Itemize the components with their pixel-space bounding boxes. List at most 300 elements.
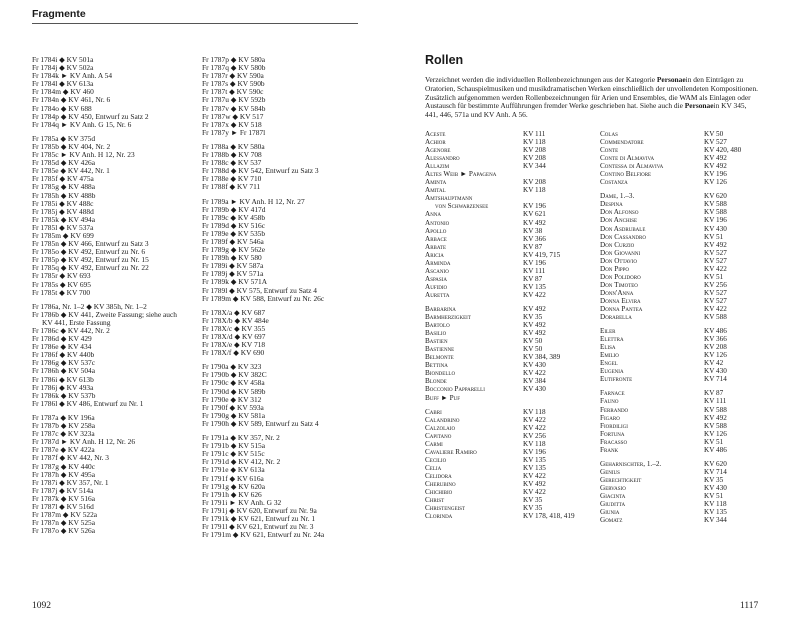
role-entry xyxy=(425,361,595,369)
role-entry xyxy=(600,192,770,200)
role-reference: KV 430 xyxy=(704,483,727,492)
fragment-entry: Fr 1784k ► KV Anh. A 54 xyxy=(32,71,113,81)
role-reference: KV 118 xyxy=(523,439,546,448)
role-entry xyxy=(425,219,595,227)
role-name: Contino Belfiore xyxy=(600,170,652,179)
fragment-entry: Fr 1784o ◆ KV 688 xyxy=(32,103,92,113)
fragment-entry: Fr 178X/b ◆ KV 484e xyxy=(202,315,269,325)
fragment-entry: Fr 1787l ◆ KV 516d xyxy=(32,501,94,511)
role-name: Aspasia xyxy=(425,274,447,283)
role-entry xyxy=(600,281,770,289)
role-reference: KV 527 xyxy=(704,256,727,265)
role-reference: KV 486 xyxy=(704,327,727,336)
role-reference: KV 714 xyxy=(704,467,727,476)
role-entry xyxy=(425,488,595,496)
role-entry xyxy=(425,210,595,218)
role-entry xyxy=(425,440,595,448)
role-entry xyxy=(600,508,770,516)
role-entry xyxy=(600,162,770,170)
role-reference: KV 135 xyxy=(523,455,546,464)
role-reference: KV 422 xyxy=(523,369,546,378)
fragment-entry: Fr 1791b ◆ KV 515a xyxy=(202,441,266,451)
role-name: Aminta xyxy=(425,178,447,187)
role-reference: KV 527 xyxy=(704,248,727,257)
role-name: Donn'Anna xyxy=(600,288,634,297)
role-entry xyxy=(425,394,595,402)
fragment-entry: Fr 1785g ◆ KV 488a xyxy=(32,182,96,192)
role-reference: KV 486 xyxy=(704,445,727,454)
role-name: Cherubino xyxy=(425,479,456,488)
role-name: Emilio xyxy=(600,351,619,360)
role-reference: KV 384, 389 xyxy=(523,353,561,362)
role-name: Amital xyxy=(425,186,446,195)
fragment-entry: Fr 1788f ◆ KV 711 xyxy=(202,182,261,192)
fragment-entry: Fr 1789i ◆ KV 587a xyxy=(202,261,264,271)
fragment-entry: Fr 1785m ◆ KV 699 xyxy=(32,230,94,240)
role-name: Fiordiligi xyxy=(600,421,628,430)
role-entry xyxy=(425,496,595,504)
fragment-entry: Fr 178X/c ◆ KV 355 xyxy=(202,323,266,333)
role-name: Genius xyxy=(600,467,620,476)
role-name: Gomatz xyxy=(600,516,623,525)
role-entry xyxy=(425,138,595,146)
page-number-right: 1117 xyxy=(740,601,759,611)
fragment-entry: Fr 178X/e ◆ KV 718 xyxy=(202,340,266,350)
fragment-entry: Fr 178X/d ◆ KV 697 xyxy=(202,332,266,341)
fragment-entry: Fr 1785n ◆ KV 466, Entwurf zu Satz 3 xyxy=(32,239,149,249)
role-name: Ascanio xyxy=(425,266,449,275)
role-entry xyxy=(425,305,595,313)
role-name: Blonde xyxy=(425,377,447,386)
fragment-entry: Fr 1786e ◆ KV 434 xyxy=(32,342,92,352)
role-name: Dame, 1.–3. xyxy=(600,192,635,201)
role-entry xyxy=(600,476,770,484)
fragment-entry: Fr 1786l ◆ KV 486, Entwurf zu Nr. 1 xyxy=(32,398,144,408)
fragment-entry: Fr 1787h ◆ KV 495a xyxy=(32,469,96,479)
role-reference: KV 87 xyxy=(523,242,543,251)
fragment-entry: Fr 1791c ◆ KV 515c xyxy=(202,449,265,459)
role-name: Don Ottavio xyxy=(600,256,637,265)
role-reference: KV 87 xyxy=(523,274,543,283)
fragment-entry: Fr 1790h ◆ KV 589, Entwurf zu Satz 4 xyxy=(202,418,319,428)
role-name: Arbace xyxy=(425,234,447,243)
role-entry xyxy=(425,267,595,275)
fragment-entry: Fr 1791d ◆ KV 412, Nr. 2 xyxy=(202,457,281,467)
fragment-entry: Fr 1789m ◆ KV 588, Entwurf zu Nr. 26c xyxy=(202,293,325,303)
fragment-entry: Fr 1785j ◆ KV 488d xyxy=(32,206,94,216)
role-name: Buff ► Puf xyxy=(425,393,461,402)
role-entry xyxy=(600,500,770,508)
role-name: Farnace xyxy=(600,389,625,398)
role-reference: KV 51 xyxy=(704,437,724,446)
fragment-entry: Fr 1787n ◆ KV 525a xyxy=(32,518,96,528)
role-reference: KV 422 xyxy=(523,488,546,497)
right-page xyxy=(395,0,790,627)
role-reference: KV 111 xyxy=(523,130,546,138)
role-entry xyxy=(600,343,770,351)
fragment-entry: Fr 1785t ◆ KV 700 xyxy=(32,287,91,297)
fragment-entry: Fr 1784m ◆ KV 460 xyxy=(32,87,94,97)
role-entry xyxy=(425,456,595,464)
role-reference: KV 422 xyxy=(523,415,546,424)
fragment-entry: Fr 1789k ◆ KV 571A xyxy=(202,277,268,287)
fragment-entry: KV 441, Erste Fassung xyxy=(42,317,111,327)
role-name: Giuditta xyxy=(600,500,626,509)
role-entry xyxy=(425,162,595,170)
fragment-entry: Fr 1786b ◆ KV 441, Zweite Fassung; siehe auch xyxy=(32,309,177,319)
role-reference: KV 422 xyxy=(704,304,727,313)
intro-text-3: in KV 345, 441, 446, 571a und KV Anh. A 56. xyxy=(425,101,747,120)
fragment-entry: Fr 1785a ◆ KV 375d xyxy=(32,133,96,143)
role-name: Agenore xyxy=(425,146,451,155)
role-entry xyxy=(425,291,595,299)
role-entry xyxy=(600,468,770,476)
role-reference: KV 196 xyxy=(523,202,546,211)
role-entry xyxy=(600,414,770,422)
role-name: Christengeist xyxy=(425,504,466,513)
role-name: Bartolo xyxy=(425,321,450,330)
role-reference: KV 492 xyxy=(523,304,546,313)
role-entry xyxy=(425,235,595,243)
role-reference: KV 492 xyxy=(704,413,727,422)
fragment-entry: Fr 1786i ◆ KV 613b xyxy=(32,374,94,384)
role-entry xyxy=(425,416,595,424)
role-reference: KV 492 xyxy=(704,154,727,163)
fragment-entry: Fr 1784p ◆ KV 450, Entwurf zu Satz 2 xyxy=(32,111,149,121)
role-name: Ferrando xyxy=(600,405,629,414)
role-name: von Schwarzensee xyxy=(435,202,489,211)
role-name: Cecilio xyxy=(425,455,447,464)
role-reference: KV 178, 418, 419 xyxy=(523,512,575,521)
role-name: Aceste xyxy=(425,130,446,138)
fragment-entry: Fr 1790f ◆ KV 593a xyxy=(202,402,264,412)
role-name: Don Polidoro xyxy=(600,272,641,281)
role-name: Aufidio xyxy=(425,282,448,291)
role-entry xyxy=(425,512,595,520)
fragment-entry: Fr 1786j ◆ KV 493a xyxy=(32,382,94,392)
fragment-entry: Fr 1785h ◆ KV 488b xyxy=(32,190,96,200)
role-entry xyxy=(600,178,770,186)
role-reference: KV 135 xyxy=(523,463,546,472)
fragment-entry: Fr 178X/f ◆ KV 690 xyxy=(202,348,265,358)
role-name: Figaro xyxy=(600,413,620,422)
fragment-entry: Fr 1789a ► KV Anh. H 12, Nr. 27 xyxy=(202,196,305,206)
role-entry xyxy=(600,170,770,178)
role-entry xyxy=(600,397,770,405)
role-entry xyxy=(425,329,595,337)
role-name: Conte xyxy=(600,146,619,155)
role-reference: KV 196 xyxy=(523,447,546,456)
role-reference: KV 422 xyxy=(523,423,546,432)
role-entry xyxy=(600,138,770,146)
role-entry xyxy=(600,233,770,241)
role-entry xyxy=(425,369,595,377)
fragment-entry: Fr 1786d ◆ KV 429 xyxy=(32,334,92,344)
role-entry xyxy=(600,225,770,233)
role-reference: KV 588 xyxy=(704,405,727,414)
role-reference: KV 118 xyxy=(523,138,546,147)
role-entry xyxy=(425,146,595,154)
fragment-entry: Fr 1791k ◆ KV 621, Entwurf zu Nr. 1 xyxy=(202,513,316,523)
fragment-entry: Fr 1787b ◆ KV 258a xyxy=(32,421,96,431)
role-reference: KV 422 xyxy=(704,264,727,273)
role-reference: KV 51 xyxy=(704,491,724,500)
intro-text-1: Verzeichnet werden die individuellen Rollenbezeichnungen aus der Kategorie xyxy=(425,75,657,84)
fragment-entry: Fr 1787r ◆ KV 590a xyxy=(202,71,264,81)
role-reference: KV 196 xyxy=(704,216,727,225)
fragment-entry: Fr 1791m ◆ KV 621, Entwurf zu Nr. 24a xyxy=(202,530,325,540)
role-entry xyxy=(600,130,770,138)
role-name: Frank xyxy=(600,445,619,454)
fragment-entry: Fr 1791i ► KV Anh. G 32 xyxy=(202,497,282,507)
fragment-entry: Fr 1787k ◆ KV 516a xyxy=(32,493,96,503)
role-reference: KV 126 xyxy=(704,178,727,187)
role-reference: KV 35 xyxy=(704,475,724,484)
role-name: Calandrino xyxy=(425,415,460,424)
role-reference: KV 256 xyxy=(704,280,727,289)
role-reference: KV 35 xyxy=(523,496,543,505)
role-entry xyxy=(600,216,770,224)
role-entry xyxy=(600,438,770,446)
fragment-entry: Fr 1789f ◆ KV 546a xyxy=(202,236,264,246)
fragment-entry: Fr 1790g ◆ KV 581a xyxy=(202,410,266,420)
role-reference: KV 118 xyxy=(704,500,727,509)
role-name: Don Cassandro xyxy=(600,232,646,241)
role-entry xyxy=(425,259,595,267)
role-reference: KV 492 xyxy=(523,479,546,488)
role-name: Contessa di Almaviva xyxy=(600,162,664,171)
roles-list-column-2 xyxy=(600,130,770,524)
role-entry xyxy=(600,406,770,414)
role-name: Eutifronte xyxy=(600,375,633,384)
role-reference: KV 620 xyxy=(704,459,727,468)
role-name: Fortuna xyxy=(600,429,625,438)
role-reference: KV 492 xyxy=(523,218,546,227)
fragment-entry: Fr 1785b ◆ KV 404, Nr. 2 xyxy=(32,141,111,151)
fragment-entry: Fr 1787o ◆ KV 526a xyxy=(32,526,96,536)
role-entry xyxy=(425,385,595,393)
role-reference: KV 419, 715 xyxy=(523,250,561,259)
role-name: Alessandro xyxy=(425,154,460,163)
role-name: Don Anchise xyxy=(600,216,638,225)
roles-list-column-1 xyxy=(425,130,595,520)
role-reference: KV 135 xyxy=(704,508,727,517)
role-reference: KV 50 xyxy=(523,345,543,354)
fragment-entry: Fr 1784n ◆ KV 461, Nr. 6 xyxy=(32,95,111,105)
fragment-entry: Fr 1788b ◆ KV 708 xyxy=(202,150,262,160)
fragment-entry: Fr 1787i ◆ KV 357, Nr. 1 xyxy=(32,477,109,487)
role-name: Despina xyxy=(600,200,623,209)
running-head: Fragmente xyxy=(32,8,86,20)
role-reference: KV 588 xyxy=(704,200,727,209)
role-reference: KV 366 xyxy=(523,234,546,243)
role-name: Geharnischter, 1.–2. xyxy=(600,459,662,468)
role-entry xyxy=(600,200,770,208)
intro-bold-1: Personae xyxy=(656,75,686,84)
role-name: Capitano xyxy=(425,431,452,440)
role-reference: KV 111 xyxy=(523,266,546,275)
role-entry xyxy=(600,460,770,468)
role-name: Fauno xyxy=(600,397,619,406)
role-reference: KV 38 xyxy=(523,226,543,235)
role-entry xyxy=(600,305,770,313)
role-entry xyxy=(425,227,595,235)
fragment-entry: Fr 1787d ► KV Anh. H 12, Nr. 26 xyxy=(32,437,136,447)
role-entry xyxy=(425,170,595,178)
fragment-entry: Fr 1791f ◆ KV 616a xyxy=(202,473,264,483)
fragment-entry: Fr 1784j ◆ KV 502a xyxy=(32,63,94,73)
fragment-entry: Fr 178X/a ◆ KV 687 xyxy=(202,307,266,317)
role-reference: KV 620 xyxy=(704,192,727,201)
role-reference: KV 366 xyxy=(704,335,727,344)
fragment-entry: Fr 1787q ◆ KV 580b xyxy=(202,63,266,73)
role-reference: KV 492 xyxy=(523,329,546,338)
role-name: Cavaliere Ramiro xyxy=(425,447,477,456)
page-number-left: 1092 xyxy=(32,601,51,611)
role-entry xyxy=(425,408,595,416)
role-name: Bettina xyxy=(425,361,448,370)
fragment-entry: Fr 1790b ◆ KV 382C xyxy=(202,370,267,380)
fragment-entry: Fr 1785l ◆ KV 537a xyxy=(32,222,94,232)
role-entry xyxy=(600,154,770,162)
role-reference: KV 50 xyxy=(704,130,724,138)
role-reference: KV 527 xyxy=(704,288,727,297)
role-name: Auretta xyxy=(425,290,450,299)
role-entry xyxy=(600,146,770,154)
role-name: Belmonte xyxy=(425,353,454,362)
role-entry xyxy=(425,130,595,138)
role-reference: KV 42 xyxy=(704,359,724,368)
role-reference: KV 51 xyxy=(704,272,724,281)
role-entry xyxy=(425,202,595,210)
role-name: Barmherzigkeit xyxy=(425,313,471,322)
role-entry xyxy=(425,275,595,283)
role-name: Don Alfonso xyxy=(600,208,639,217)
fragment-entry: Fr 1784i ◆ KV 501a xyxy=(32,55,94,64)
role-name: Fracasso xyxy=(600,437,628,446)
fragment-entry: Fr 1787c ◆ KV 323a xyxy=(32,429,95,439)
role-entry xyxy=(425,154,595,162)
fragment-entry: Fr 1790d ◆ KV 589b xyxy=(202,386,266,396)
fragment-entry: Fr 1786f ◆ KV 440b xyxy=(32,350,95,360)
role-name: Donna Pantea xyxy=(600,304,643,313)
role-name: Conte di Almaviva xyxy=(600,154,655,163)
fragment-entry: Fr 1789l ◆ KV 575, Entwurf zu Satz 4 xyxy=(202,285,317,295)
fragment-entry: Fr 1786g ◆ KV 537c xyxy=(32,358,96,368)
fragment-list-column-1 xyxy=(32,56,202,535)
role-entry xyxy=(600,257,770,265)
role-entry xyxy=(600,516,770,524)
fragment-entry: Fr 1787a ◆ KV 196a xyxy=(32,412,95,422)
role-name: Gervasio xyxy=(600,483,626,492)
role-reference: KV 422 xyxy=(523,290,546,299)
role-name: Basilio xyxy=(425,329,447,338)
role-entry xyxy=(425,424,595,432)
role-reference: KV 208 xyxy=(523,146,546,155)
fragment-entry: Fr 1787s ◆ KV 590b xyxy=(202,79,265,89)
role-name: Anna xyxy=(425,210,442,219)
role-name: Arminda xyxy=(425,258,451,267)
role-name: Donna Elvira xyxy=(600,296,641,305)
fragment-entry: Fr 1787y ► Fr 1787l xyxy=(202,127,266,137)
fragment-entry: Fr 1785i ◆ KV 488c xyxy=(32,198,94,208)
role-reference: KV 422 xyxy=(523,471,546,480)
fragment-entry: Fr 1787e ◆ KV 422a xyxy=(32,445,95,455)
role-entry xyxy=(425,337,595,345)
fragment-entry: Fr 1789e ◆ KV 535b xyxy=(202,228,266,238)
role-name: Eugenia xyxy=(600,367,624,376)
role-reference: KV 111 xyxy=(704,397,727,406)
role-name: Don Pippo xyxy=(600,264,630,273)
header-rule xyxy=(32,23,358,24)
role-name: Don Asdrubale xyxy=(600,224,646,233)
role-entry xyxy=(425,186,595,194)
fragment-entry: Fr 1790e ◆ KV 312 xyxy=(202,394,262,404)
role-name: Elisa xyxy=(600,343,616,352)
fragment-entry: Fr 1788d ◆ KV 542, Entwurf zu Satz 3 xyxy=(202,166,319,176)
fragment-entry: Fr 1785q ◆ KV 492, Entwurf zu Nr. 22 xyxy=(32,263,149,273)
role-entry xyxy=(600,359,770,367)
role-name: Giunia xyxy=(600,508,620,517)
fragment-entry: Fr 1786h ◆ KV 504a xyxy=(32,366,96,376)
fragment-entry: Fr 1788e ◆ KV 710 xyxy=(202,174,262,184)
fragment-entry: Fr 1791l ◆ KV 621, Entwurf zu Nr. 3 xyxy=(202,522,314,532)
role-reference: KV 384 xyxy=(523,377,546,386)
role-reference: KV 420, 480 xyxy=(704,146,742,155)
fragment-entry: Fr 1791e ◆ KV 613a xyxy=(202,465,265,475)
role-entry xyxy=(425,313,595,321)
section-title: Rollen xyxy=(425,53,464,67)
role-entry xyxy=(600,492,770,500)
role-name: Gerechtigkeit xyxy=(600,475,642,484)
fragment-entry: Fr 1789h ◆ KV 580 xyxy=(202,253,262,263)
role-entry xyxy=(600,327,770,335)
role-name: Carmi xyxy=(425,439,443,448)
role-reference: KV 50 xyxy=(523,337,543,346)
fragment-entry: Fr 1787v ◆ KV 584b xyxy=(202,103,266,113)
role-entry xyxy=(425,448,595,456)
role-name: Engel xyxy=(600,359,618,368)
role-reference: KV 135 xyxy=(523,282,546,291)
fragment-entry: Fr 1789b ◆ KV 417d xyxy=(202,204,266,214)
role-name: Elettra xyxy=(600,335,624,344)
fragment-list-column-2 xyxy=(202,56,372,539)
role-reference: KV 126 xyxy=(704,351,727,360)
role-reference: KV 126 xyxy=(704,429,727,438)
role-entry xyxy=(600,313,770,321)
role-name: Celia xyxy=(425,463,442,472)
fragment-entry: Fr 1785d ◆ KV 426a xyxy=(32,158,96,168)
fragment-entry: Fr 1787g ◆ KV 440c xyxy=(32,461,96,471)
role-reference: KV 430 xyxy=(704,367,727,376)
role-name: Apollo xyxy=(425,226,447,235)
fragment-entry: Fr 1785p ◆ KV 492, Entwurf zu Nr. 15 xyxy=(32,255,149,265)
role-entry xyxy=(425,194,595,202)
fragment-entry: Fr 1785r ◆ KV 693 xyxy=(32,271,91,281)
role-reference: KV 87 xyxy=(704,389,724,398)
role-reference: KV 588 xyxy=(704,208,727,217)
role-name: Costanza xyxy=(600,178,628,187)
role-reference: KV 35 xyxy=(523,504,543,513)
role-entry xyxy=(600,422,770,430)
role-entry xyxy=(425,464,595,472)
role-entry xyxy=(600,375,770,383)
role-name: Antonio xyxy=(425,218,450,227)
role-entry xyxy=(425,243,595,251)
role-entry xyxy=(600,484,770,492)
role-entry xyxy=(600,351,770,359)
role-name: Dorabella xyxy=(600,313,632,322)
